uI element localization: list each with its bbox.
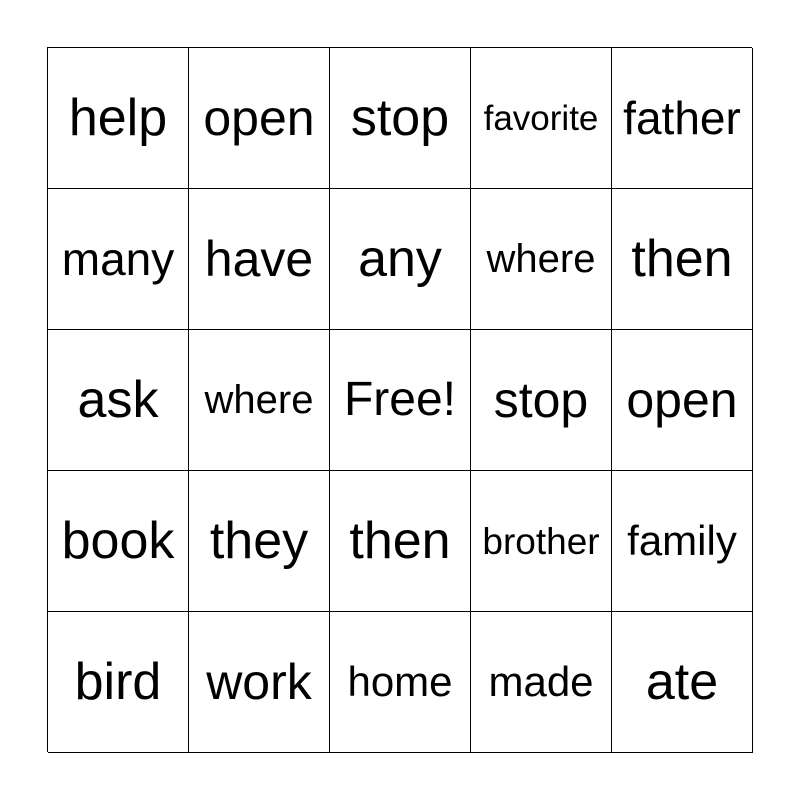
cell-word: stop bbox=[493, 372, 589, 428]
cell-word: then bbox=[349, 512, 451, 570]
bingo-cell[interactable] bbox=[471, 471, 612, 612]
cell-word: stop bbox=[350, 89, 450, 147]
bingo-cell[interactable] bbox=[471, 48, 612, 189]
bingo-cell[interactable] bbox=[330, 48, 471, 189]
cell-word: ate bbox=[645, 653, 719, 711]
cell-word: brother bbox=[482, 520, 600, 562]
bingo-board bbox=[47, 47, 752, 752]
cell-word: then bbox=[631, 230, 733, 288]
cell-word: father bbox=[623, 92, 741, 144]
bingo-cell[interactable] bbox=[612, 189, 753, 330]
cell-word: any bbox=[358, 230, 442, 288]
bingo-cell[interactable] bbox=[48, 189, 189, 330]
free-space-label: Free! bbox=[343, 373, 457, 426]
cell-word: many bbox=[61, 233, 175, 285]
bingo-cell[interactable] bbox=[48, 48, 189, 189]
bingo-cell[interactable] bbox=[189, 330, 330, 471]
bingo-cell[interactable] bbox=[330, 189, 471, 330]
bingo-cell[interactable] bbox=[330, 612, 471, 753]
cell-word: home bbox=[347, 658, 453, 705]
cell-word: where bbox=[486, 237, 596, 281]
cell-word: favorite bbox=[483, 98, 599, 138]
bingo-cell[interactable] bbox=[48, 471, 189, 612]
bingo-cell[interactable] bbox=[48, 612, 189, 753]
cell-word: work bbox=[206, 654, 312, 710]
bingo-cell[interactable] bbox=[189, 612, 330, 753]
bingo-cell[interactable] bbox=[471, 330, 612, 471]
cell-word: family bbox=[627, 517, 737, 564]
bingo-cell[interactable] bbox=[471, 189, 612, 330]
bingo-cell[interactable] bbox=[330, 471, 471, 612]
bingo-cell[interactable] bbox=[189, 48, 330, 189]
cell-word: book bbox=[61, 512, 175, 570]
bingo-cell[interactable] bbox=[612, 48, 753, 189]
bingo-cell[interactable] bbox=[48, 330, 189, 471]
cell-word: open bbox=[203, 90, 315, 146]
bingo-cell[interactable] bbox=[471, 612, 612, 753]
free-space-cell bbox=[330, 330, 471, 471]
cell-word: where bbox=[204, 378, 314, 422]
cell-word: help bbox=[68, 89, 168, 147]
cell-word: made bbox=[488, 658, 594, 705]
bingo-cell[interactable] bbox=[612, 330, 753, 471]
cell-word: ask bbox=[77, 371, 159, 429]
cell-word: have bbox=[204, 231, 314, 287]
bingo-cell[interactable] bbox=[612, 471, 753, 612]
cell-word: they bbox=[209, 512, 309, 570]
bingo-cell[interactable] bbox=[189, 189, 330, 330]
bingo-cell[interactable] bbox=[612, 612, 753, 753]
cell-word: open bbox=[626, 372, 738, 428]
bingo-cell[interactable] bbox=[189, 471, 330, 612]
cell-word: bird bbox=[74, 653, 162, 711]
